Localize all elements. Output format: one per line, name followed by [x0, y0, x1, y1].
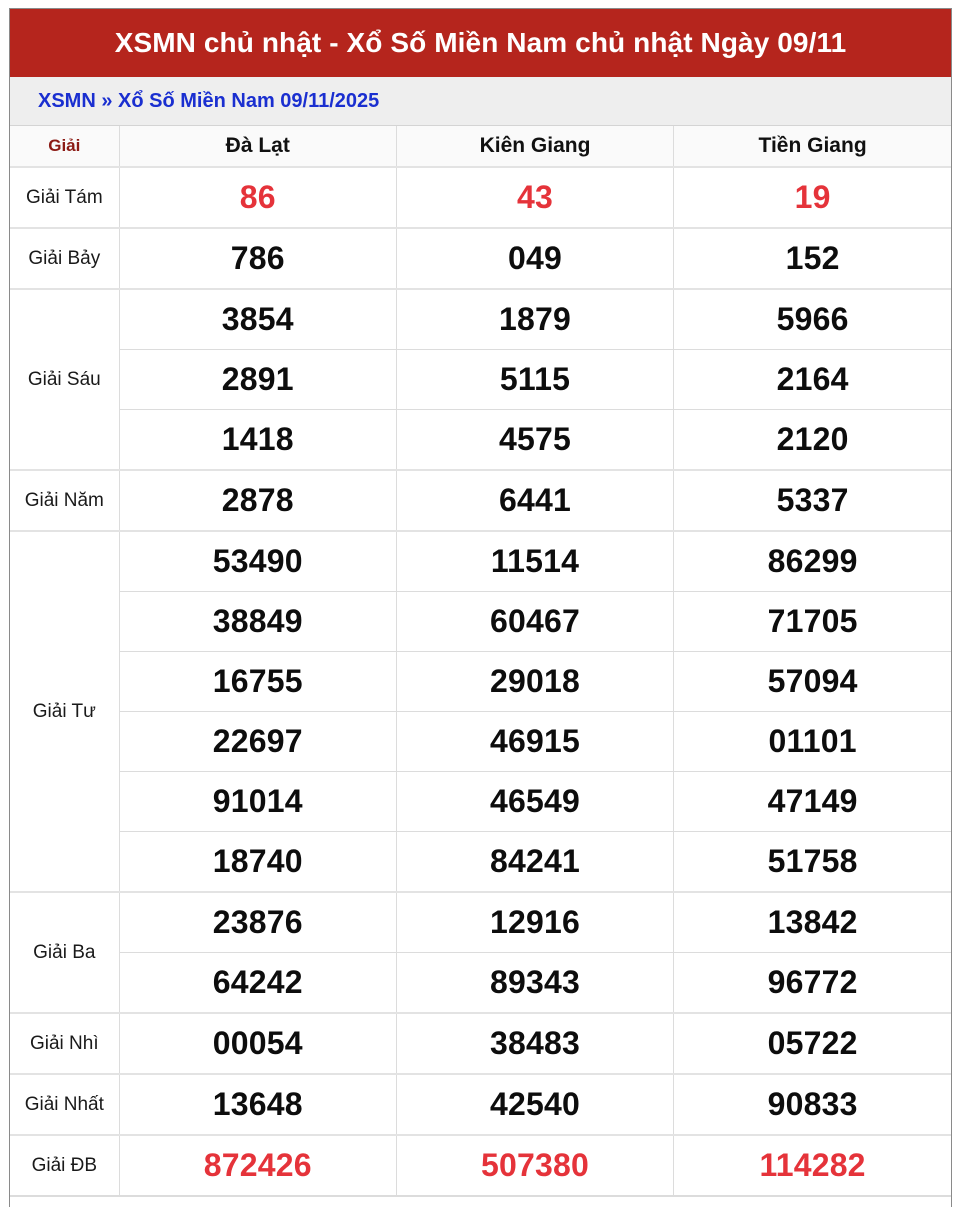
table-row [10, 953, 951, 1014]
result-number: 3854 [119, 289, 396, 350]
prize-label: Giải Nhất [10, 1074, 119, 1135]
table-row [10, 1074, 951, 1135]
table-row [10, 712, 951, 772]
result-number: 2878 [119, 470, 396, 531]
breadcrumb-current-link[interactable]: Xổ Số Miền Nam 09/11/2025 [118, 89, 380, 112]
page-title [10, 9, 951, 77]
result-number: 5115 [396, 350, 673, 410]
result-number: 91014 [119, 772, 396, 832]
result-number: 5337 [674, 470, 951, 531]
result-number: 00054 [119, 1013, 396, 1074]
table-footer [10, 1196, 951, 1207]
result-number: 1879 [396, 289, 673, 350]
result-number: 5966 [674, 289, 951, 350]
result-number: 71705 [674, 592, 951, 652]
table-row [10, 228, 951, 289]
result-number: 86299 [674, 531, 951, 592]
table-row [10, 772, 951, 832]
result-number: 29018 [396, 652, 673, 712]
page-title-text: XSMN chủ nhật - Xổ Số Miền Nam chủ nhật Ngày 09/11 [114, 27, 847, 58]
table-row [10, 289, 951, 350]
result-number: 38849 [119, 592, 396, 652]
result-number: 049 [396, 228, 673, 289]
result-number: 2891 [119, 350, 396, 410]
column-header-prize: Giải [10, 126, 119, 167]
special-prize-number: 507380 [396, 1135, 673, 1196]
results-panel [9, 8, 952, 1207]
prize-label: Giải Tư [10, 531, 119, 892]
result-number: 57094 [674, 652, 951, 712]
result-number: 84241 [396, 832, 673, 893]
prize-label: Giải ĐB [10, 1135, 119, 1196]
breadcrumb [10, 77, 951, 126]
special-prize-number: 114282 [674, 1135, 951, 1196]
table-row [10, 1013, 951, 1074]
prize-label: Giải Ba [10, 892, 119, 1013]
result-number: 43 [396, 167, 673, 228]
breadcrumb-home-link[interactable]: XSMN [38, 89, 96, 112]
result-number: 4575 [396, 410, 673, 471]
table-row [10, 1135, 951, 1196]
result-number: 13842 [674, 892, 951, 953]
results-table [10, 126, 951, 1196]
result-number: 11514 [396, 531, 673, 592]
special-prize-number: 872426 [119, 1135, 396, 1196]
column-header-kien-giang[interactable]: Kiên Giang [396, 126, 673, 167]
result-number: 18740 [119, 832, 396, 893]
result-number: 53490 [119, 531, 396, 592]
result-number: 51758 [674, 832, 951, 893]
prize-label: Giải Tám [10, 167, 119, 228]
result-number: 2120 [674, 410, 951, 471]
result-number: 23876 [119, 892, 396, 953]
result-number: 60467 [396, 592, 673, 652]
result-number: 13648 [119, 1074, 396, 1135]
column-header-da-lat[interactable]: Đà Lạt [119, 126, 396, 167]
result-number: 19 [674, 167, 951, 228]
result-number: 96772 [674, 953, 951, 1014]
result-number: 6441 [396, 470, 673, 531]
result-number: 16755 [119, 652, 396, 712]
table-row [10, 531, 951, 592]
table-row [10, 350, 951, 410]
result-number: 1418 [119, 410, 396, 471]
result-number: 89343 [396, 953, 673, 1014]
prize-label: Giải Sáu [10, 289, 119, 470]
prize-label: Giải Năm [10, 470, 119, 531]
prize-label: Giải Nhì [10, 1013, 119, 1074]
table-header-row [10, 126, 951, 167]
table-row [10, 410, 951, 471]
result-number: 42540 [396, 1074, 673, 1135]
result-number: 38483 [396, 1013, 673, 1074]
table-row [10, 652, 951, 712]
results-body [10, 167, 951, 1196]
table-row [10, 167, 951, 228]
result-number: 12916 [396, 892, 673, 953]
result-number: 2164 [674, 350, 951, 410]
result-number: 22697 [119, 712, 396, 772]
result-number: 01101 [674, 712, 951, 772]
prize-label: Giải Bảy [10, 228, 119, 289]
result-number: 46549 [396, 772, 673, 832]
table-row [10, 832, 951, 893]
result-number: 86 [119, 167, 396, 228]
result-number: 47149 [674, 772, 951, 832]
table-row [10, 892, 951, 953]
result-number: 786 [119, 228, 396, 289]
result-number: 64242 [119, 953, 396, 1014]
breadcrumb-separator: » [101, 89, 113, 112]
result-number: 152 [674, 228, 951, 289]
table-row [10, 470, 951, 531]
result-number: 05722 [674, 1013, 951, 1074]
result-number: 90833 [674, 1074, 951, 1135]
column-header-tien-giang[interactable]: Tiền Giang [674, 126, 951, 167]
result-number: 46915 [396, 712, 673, 772]
table-row [10, 592, 951, 652]
